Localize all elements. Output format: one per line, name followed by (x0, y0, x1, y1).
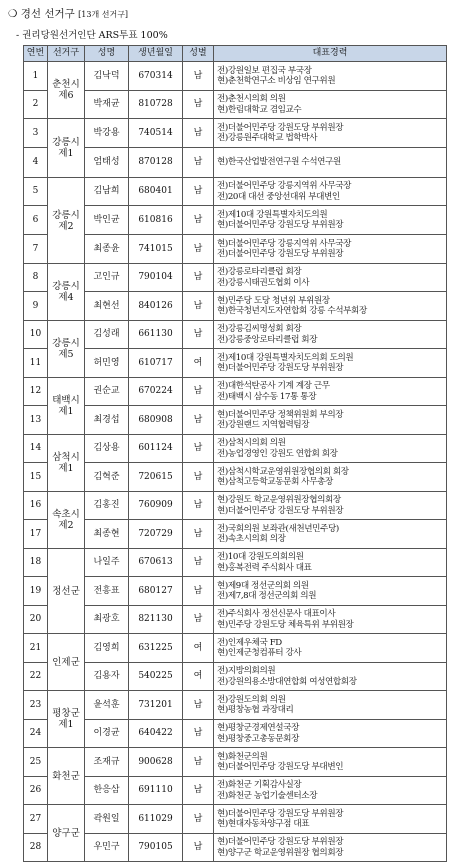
candidate-name: 이경균 (85, 720, 129, 748)
gender: 남 (183, 834, 214, 862)
gender: 남 (183, 606, 214, 634)
gender: 남 (183, 178, 214, 206)
table-row (24, 406, 447, 435)
career: 전)10대 강원도의회의원 현)홍복전력 주식회사 대표 (214, 549, 447, 577)
row-number: 24 (24, 720, 48, 748)
header-birth: 생년월일 (129, 46, 183, 62)
row-number: 20 (24, 606, 48, 634)
table-row (24, 577, 447, 606)
gender: 남 (183, 235, 214, 264)
table-row (24, 663, 447, 691)
gender: 남 (183, 748, 214, 777)
career: 전)강릉로타리클럽 회장 전)강릉시태권도협회 이사 (214, 264, 447, 292)
birth-date: 810728 (129, 91, 183, 119)
table-row (24, 91, 447, 119)
table-row (24, 520, 447, 549)
row-number: 25 (24, 748, 48, 777)
table-row (24, 463, 447, 492)
row-number: 1 (24, 62, 48, 91)
row-number: 12 (24, 378, 48, 406)
table-row (24, 720, 447, 748)
gender: 남 (183, 406, 214, 435)
birth-date: 611029 (129, 805, 183, 834)
birth-date: 640422 (129, 720, 183, 748)
birth-date: 631225 (129, 634, 183, 663)
table-header-row (24, 46, 447, 62)
career: 전)주식회사 정선신문사 대표이사 현)민주당 강원도당 체육특위 부위원장 (214, 606, 447, 634)
candidate-name: 곽원일 (85, 805, 129, 834)
candidate-name: 한응삼 (85, 777, 129, 805)
career: 전)국회의원 보좌관(새천년민주당) 전)속초시의회 의장 (214, 520, 447, 549)
gender: 남 (183, 435, 214, 463)
header-no: 연번 (24, 46, 48, 62)
birth-date: 821130 (129, 606, 183, 634)
career: 전)지방의회의원 전)강원의용소방대연합회 여성연합회장 (214, 663, 447, 691)
table-row (24, 777, 447, 805)
table-row (24, 378, 447, 406)
candidate-name: 김용자 (85, 663, 129, 691)
district-cell: 강릉시 제5 (48, 321, 85, 378)
title-sub: [13개 선거구] (78, 10, 129, 19)
row-number: 11 (24, 349, 48, 378)
birth-date: 680127 (129, 577, 183, 606)
table-row (24, 235, 447, 264)
career: 전)더불어민주당 강릉지역위 사무국장 전)20대 대선 중앙선대위 부대변인 (214, 178, 447, 206)
table-row (24, 119, 447, 148)
career: 전)강원일보 편집국 부국장 현)춘천학연구소 비상임 연구위원 (214, 62, 447, 91)
career: 전)강원도의회 의원 현)평창농협 과장대리 (214, 691, 447, 720)
row-number: 26 (24, 777, 48, 805)
district-cell: 인제군 (48, 634, 85, 691)
candidate-table (23, 45, 447, 862)
candidate-name: 박인균 (85, 206, 129, 235)
header-district: 선거구 (48, 46, 85, 62)
birth-date: 790105 (129, 834, 183, 862)
career: 현)더불어민주당 강원도당 부위원장 현)현대자동차양구점 대표 (214, 805, 447, 834)
career: 현)한국산업발전연구원 수석연구원 (214, 148, 447, 178)
career: 현)화천군의원 현)더불어민주당 강원도당 부대변인 (214, 748, 447, 777)
row-number: 16 (24, 492, 48, 520)
header-gender: 성별 (183, 46, 214, 62)
birth-date: 601124 (129, 435, 183, 463)
row-number: 13 (24, 406, 48, 435)
row-number: 15 (24, 463, 48, 492)
career: 전)화천군 기획감사실장 전)화천군 농업기술센터소장 (214, 777, 447, 805)
gender: 남 (183, 378, 214, 406)
bullet-icon: ❍ (8, 8, 18, 20)
career: 전)인제우체국 FD 현)인제군청컴퓨터 강사 (214, 634, 447, 663)
gender: 남 (183, 206, 214, 235)
birth-date: 670613 (129, 549, 183, 577)
gender: 남 (183, 520, 214, 549)
row-number: 2 (24, 91, 48, 119)
candidate-name: 박강용 (85, 119, 129, 148)
birth-date: 720615 (129, 463, 183, 492)
header-name: 성명 (85, 46, 129, 62)
candidate-name: 박재균 (85, 91, 129, 119)
birth-date: 760909 (129, 492, 183, 520)
career: 현)강원도 학교운영위원장협의회장 현)더불어민주당 강원도당 부위원장 (214, 492, 447, 520)
career: 현)제9대 정선군의회 의원 전)제7,8대 정선군의회 의원 (214, 577, 447, 606)
table-row (24, 748, 447, 777)
candidate-name: 김홍진 (85, 492, 129, 520)
career: 현)더불어민주당 강원도당 부위원장 현)양구군 학교운영위원장 협의회장 (214, 834, 447, 862)
candidate-name: 최광호 (85, 606, 129, 634)
table-row (24, 206, 447, 235)
gender: 남 (183, 264, 214, 292)
candidate-name: 김성래 (85, 321, 129, 349)
candidate-name: 고인규 (85, 264, 129, 292)
gender: 남 (183, 720, 214, 748)
gender: 남 (183, 321, 214, 349)
birth-date: 731201 (129, 691, 183, 720)
table-row (24, 321, 447, 349)
row-number: 5 (24, 178, 48, 206)
row-number: 28 (24, 834, 48, 862)
career: 현)더불어민주당 정책위원회 부의장 전)강원랜드 지역협력팀장 (214, 406, 447, 435)
table-row (24, 805, 447, 834)
table-row (24, 349, 447, 378)
birth-date: 870128 (129, 148, 183, 178)
table-row (24, 178, 447, 206)
candidate-name: 김영희 (85, 634, 129, 663)
district-cell: 삼척시 제1 (48, 435, 85, 492)
table-row (24, 492, 447, 520)
career: 전)제10대 강원특별자치도의회 도의원 현)더불어민주당 강원도당 부위원장 (214, 349, 447, 378)
gender: 여 (183, 634, 214, 663)
table-row (24, 292, 447, 321)
gender: 여 (183, 349, 214, 378)
birth-date: 610717 (129, 349, 183, 378)
birth-date: 661130 (129, 321, 183, 349)
table-row (24, 606, 447, 634)
section-title (8, 6, 128, 21)
career: 전)삼척시학교운영위원장협의회 회장 현)삼척고등학교동문회 사무총장 (214, 463, 447, 492)
birth-date: 691110 (129, 777, 183, 805)
row-number: 8 (24, 264, 48, 292)
district-cell: 정선군 (48, 549, 85, 634)
row-number: 17 (24, 520, 48, 549)
birth-date: 670224 (129, 378, 183, 406)
birth-date: 720729 (129, 520, 183, 549)
career: 전)더불어민주당 강원도당 부위원장 전)강릉원주대학교 법학박사 (214, 119, 447, 148)
birth-date: 610816 (129, 206, 183, 235)
career: 현)더불어민주당 강릉지역위 사무국장 전)더불어민주당 강원도당 부위원장 (214, 235, 447, 264)
district-cell: 속초시 제2 (48, 492, 85, 549)
row-number: 18 (24, 549, 48, 577)
row-number: 6 (24, 206, 48, 235)
row-number: 21 (24, 634, 48, 663)
candidate-name: 전흥표 (85, 577, 129, 606)
candidate-name: 김상용 (85, 435, 129, 463)
gender: 여 (183, 663, 214, 691)
candidate-name: 우민구 (85, 834, 129, 862)
table-row (24, 834, 447, 862)
gender: 남 (183, 691, 214, 720)
career: 전)삼척시의회 의원 전)농업경영인 강원도 연합회 회장 (214, 435, 447, 463)
candidate-name: 최경섭 (85, 406, 129, 435)
gender: 남 (183, 62, 214, 91)
birth-date: 790104 (129, 264, 183, 292)
row-number: 19 (24, 577, 48, 606)
district-cell: 강릉시 제1 (48, 119, 85, 178)
gender: 남 (183, 777, 214, 805)
row-number: 14 (24, 435, 48, 463)
career: 현)민주당 도당 청년위 부위원장 현)한국청년지도자연합회 강릉 수석부회장 (214, 292, 447, 321)
row-number: 10 (24, 321, 48, 349)
candidate-name: 최종현 (85, 520, 129, 549)
birth-date: 840126 (129, 292, 183, 321)
table-row (24, 691, 447, 720)
row-number: 7 (24, 235, 48, 264)
gender: 남 (183, 549, 214, 577)
candidate-name: 김낙덕 (85, 62, 129, 91)
birth-date: 680401 (129, 178, 183, 206)
table-row (24, 435, 447, 463)
row-number: 9 (24, 292, 48, 321)
title-text: 경선 선거구 (20, 8, 75, 20)
gender: 남 (183, 577, 214, 606)
birth-date: 740514 (129, 119, 183, 148)
career: 전)제10대 강원특별자치도의원 현)더불어민주당 강원도당 부위원장 (214, 206, 447, 235)
career: 현)평창군경제연설국장 현)평창중고총동문회장 (214, 720, 447, 748)
voting-method-note: - 권리당원선거인단 ARS투표 100% (16, 30, 168, 41)
gender: 남 (183, 292, 214, 321)
career: 전)춘천시의회 의원 현)한림대학교 겸임교수 (214, 91, 447, 119)
candidate-name: 조재규 (85, 748, 129, 777)
district-cell: 양구군 (48, 805, 85, 862)
candidate-name: 최종윤 (85, 235, 129, 264)
candidate-name: 윤석훈 (85, 691, 129, 720)
table-row (24, 549, 447, 577)
gender: 남 (183, 91, 214, 119)
career: 전)강릉김씨명성회 회장 전)강릉중앙로타리클럽 회장 (214, 321, 447, 349)
table-row (24, 264, 447, 292)
candidate-name: 허민영 (85, 349, 129, 378)
gender: 남 (183, 805, 214, 834)
gender: 남 (183, 119, 214, 148)
row-number: 22 (24, 663, 48, 691)
gender: 남 (183, 148, 214, 178)
gender: 남 (183, 492, 214, 520)
career: 전)대한석탄공사 기계 계장 근무 전)태백시 삼수동 17통 통장 (214, 378, 447, 406)
candidate-name: 권순교 (85, 378, 129, 406)
row-number: 3 (24, 119, 48, 148)
table-body (24, 62, 447, 862)
row-number: 4 (24, 148, 48, 178)
birth-date: 670314 (129, 62, 183, 91)
district-cell: 춘천시 제6 (48, 62, 85, 119)
candidate-name: 김남희 (85, 178, 129, 206)
header-career: 대표경력 (214, 46, 447, 62)
candidate-name: 김혁준 (85, 463, 129, 492)
row-number: 23 (24, 691, 48, 720)
birth-date: 741015 (129, 235, 183, 264)
table-row (24, 634, 447, 663)
birth-date: 540225 (129, 663, 183, 691)
birth-date: 900628 (129, 748, 183, 777)
district-cell: 평창군 제1 (48, 691, 85, 748)
candidate-name: 최현선 (85, 292, 129, 321)
row-number: 27 (24, 805, 48, 834)
district-cell: 화천군 (48, 748, 85, 805)
district-cell: 태백시 제1 (48, 378, 85, 435)
table-row (24, 148, 447, 178)
birth-date: 680908 (129, 406, 183, 435)
table-row (24, 62, 447, 91)
candidate-name: 나일주 (85, 549, 129, 577)
candidate-name: 엄태성 (85, 148, 129, 178)
district-cell: 강릉시 제2 (48, 178, 85, 264)
gender: 남 (183, 463, 214, 492)
district-cell: 강릉시 제4 (48, 264, 85, 321)
